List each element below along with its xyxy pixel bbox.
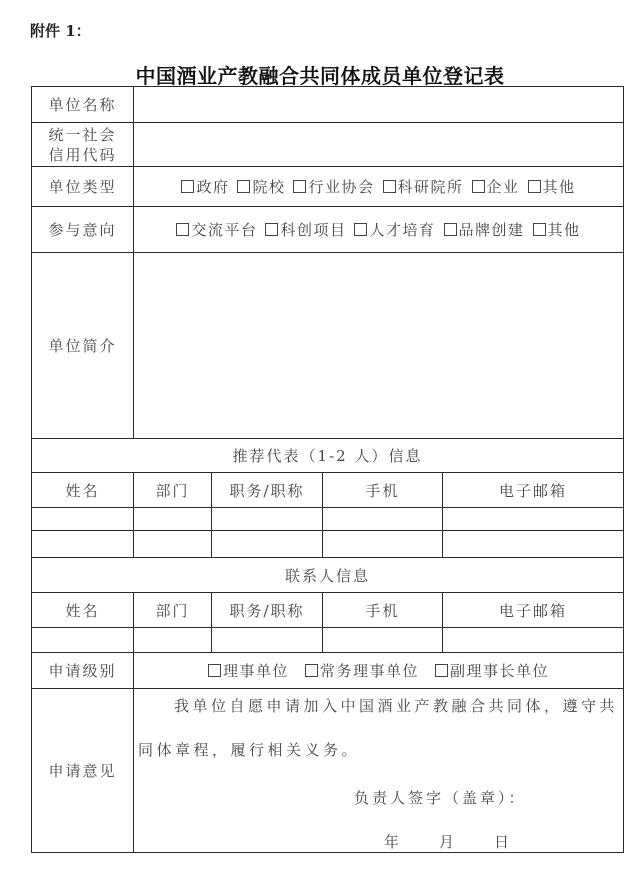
rep-department-field[interactable] xyxy=(134,531,212,558)
intro-label: 单位简介 xyxy=(32,253,134,439)
representatives-header-row xyxy=(32,473,624,508)
checkbox-icon[interactable] xyxy=(293,180,306,193)
date-year: 年 xyxy=(384,833,400,851)
unit-type-option-enterprise[interactable]: 企业 xyxy=(472,178,520,196)
rep-department-field[interactable] xyxy=(134,508,212,531)
date-month: 月 xyxy=(439,833,455,851)
participation-option-brand[interactable]: 品牌创建 xyxy=(444,221,525,239)
level-label: 申请级别 xyxy=(32,653,134,689)
unit-type-option-association[interactable]: 行业协会 xyxy=(293,178,374,196)
checkbox-icon[interactable] xyxy=(305,664,318,677)
level-options xyxy=(134,653,624,689)
participation-label: 参与意向 xyxy=(32,207,134,253)
checkbox-icon[interactable] xyxy=(265,223,278,236)
participation-options xyxy=(134,207,624,253)
header-department: 部门 xyxy=(134,593,212,628)
credit-code-field[interactable] xyxy=(134,123,624,167)
opinion-cell xyxy=(134,689,624,853)
unit-type-row xyxy=(32,167,624,207)
intro-row xyxy=(32,253,624,439)
header-title: 职务/职称 xyxy=(212,593,323,628)
unit-type-option-government[interactable]: 政府 xyxy=(181,178,229,196)
rep-title-field[interactable] xyxy=(212,531,323,558)
representative-row xyxy=(32,531,624,558)
credit-code-label-line1: 统一社会 xyxy=(48,125,117,144)
checkbox-icon[interactable] xyxy=(354,223,367,236)
participation-option-exchange[interactable]: 交流平台 xyxy=(176,221,257,239)
contact-row xyxy=(32,628,624,653)
opinion-text-line2: 同体章程，履行相关义务。 xyxy=(138,741,361,759)
credit-code-label xyxy=(32,123,134,167)
registration-form-table xyxy=(31,86,624,853)
header-email: 电子邮箱 xyxy=(443,593,624,628)
rep-name-field[interactable] xyxy=(32,531,134,558)
unit-type-label: 单位类型 xyxy=(32,167,134,207)
representatives-section-title: 推荐代表（1-2 人）信息 xyxy=(32,439,624,473)
level-option-executive-director[interactable]: 常务理事单位 xyxy=(305,662,419,680)
attachment-label: 附件 1： xyxy=(30,22,91,40)
contact-header-row xyxy=(32,593,624,628)
level-row xyxy=(32,653,624,689)
rep-name-field[interactable] xyxy=(32,508,134,531)
header-name: 姓名 xyxy=(32,593,134,628)
unit-type-option-school[interactable]: 院校 xyxy=(237,178,285,196)
header-title: 职务/职称 xyxy=(212,473,323,508)
header-name: 姓名 xyxy=(32,473,134,508)
checkbox-icon[interactable] xyxy=(533,223,546,236)
credit-code-label-line2: 信用代码 xyxy=(48,145,117,164)
unit-name-label: 单位名称 xyxy=(32,87,134,123)
opinion-text-line1: 我单位自愿申请加入中国酒业产教融合共同体，遵守共 xyxy=(174,697,619,715)
header-phone: 手机 xyxy=(323,473,443,508)
credit-code-row xyxy=(32,123,624,167)
checkbox-icon[interactable] xyxy=(435,664,448,677)
header-department: 部门 xyxy=(134,473,212,508)
rep-email-field[interactable] xyxy=(443,508,624,531)
level-option-director[interactable]: 理事单位 xyxy=(208,662,289,680)
unit-name-row xyxy=(32,87,624,123)
header-phone: 手机 xyxy=(323,593,443,628)
date-line xyxy=(384,831,549,852)
checkbox-icon[interactable] xyxy=(237,180,250,193)
rep-email-field[interactable] xyxy=(443,531,624,558)
participation-option-other[interactable]: 其他 xyxy=(533,221,581,239)
opinion-label: 申请意见 xyxy=(32,689,134,853)
checkbox-icon[interactable] xyxy=(472,180,485,193)
representatives-section-row xyxy=(32,439,624,473)
unit-type-options xyxy=(134,167,624,207)
representative-row xyxy=(32,508,624,531)
form-title: 中国酒业产教融合共同体成员单位登记表 xyxy=(135,64,505,88)
participation-row xyxy=(32,207,624,253)
unit-type-option-other[interactable]: 其他 xyxy=(528,178,576,196)
contact-title-field[interactable] xyxy=(212,628,323,653)
checkbox-icon[interactable] xyxy=(528,180,541,193)
rep-phone-field[interactable] xyxy=(323,508,443,531)
intro-field[interactable] xyxy=(134,253,624,439)
date-day: 日 xyxy=(494,833,510,851)
contact-section-title: 联系人信息 xyxy=(32,558,624,593)
signature-label: 负责人签字（盖章）： xyxy=(354,789,527,807)
contact-email-field[interactable] xyxy=(443,628,624,653)
rep-title-field[interactable] xyxy=(212,508,323,531)
unit-type-option-research[interactable]: 科研院所 xyxy=(383,178,464,196)
opinion-row xyxy=(32,689,624,853)
level-option-vice-chairman[interactable]: 副理事长单位 xyxy=(435,662,549,680)
checkbox-icon[interactable] xyxy=(208,664,221,677)
participation-option-talent[interactable]: 人才培育 xyxy=(354,221,435,239)
header-email: 电子邮箱 xyxy=(443,473,624,508)
contact-department-field[interactable] xyxy=(134,628,212,653)
contact-section-row xyxy=(32,558,624,593)
contact-name-field[interactable] xyxy=(32,628,134,653)
rep-phone-field[interactable] xyxy=(323,531,443,558)
checkbox-icon[interactable] xyxy=(444,223,457,236)
unit-name-field[interactable] xyxy=(134,87,624,123)
checkbox-icon[interactable] xyxy=(176,223,189,236)
contact-phone-field[interactable] xyxy=(323,628,443,653)
participation-option-research[interactable]: 科创项目 xyxy=(265,221,346,239)
checkbox-icon[interactable] xyxy=(383,180,396,193)
checkbox-icon[interactable] xyxy=(181,180,194,193)
